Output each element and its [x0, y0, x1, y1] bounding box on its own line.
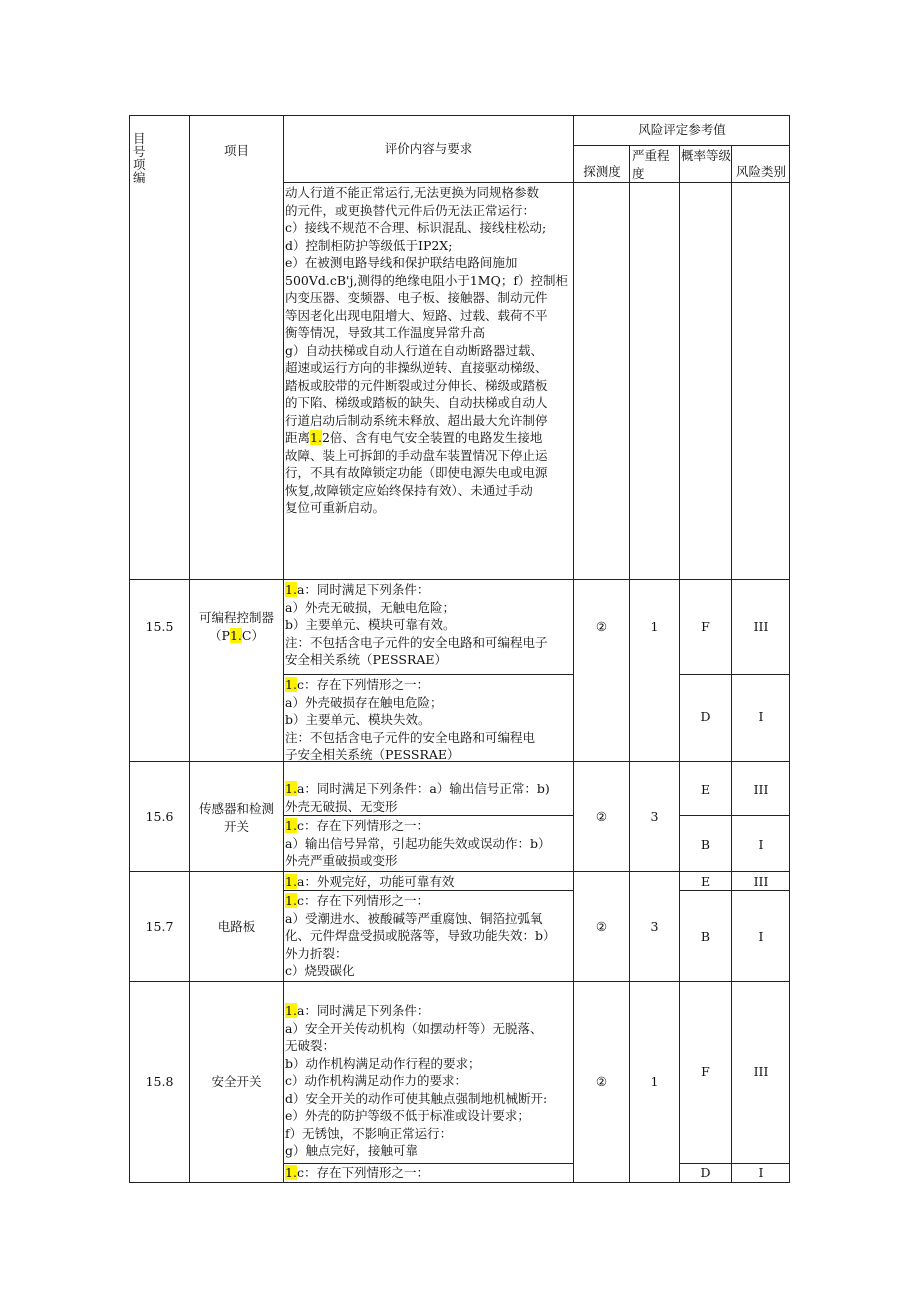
text-line: 动人行道不能正常运行,无法更换为同规格参数: [285, 185, 539, 200]
header-prob: 概率等级: [681, 148, 732, 163]
row-c-text: [285, 892, 573, 980]
text-line: 外壳严重破损或变形: [285, 853, 398, 868]
text-line: c）烧毁碳化: [285, 963, 355, 978]
row-item-line: 开关: [223, 818, 249, 834]
header-severity: 严重程度: [632, 148, 670, 181]
text-line: 外壳无破损、无变形: [285, 798, 398, 814]
highlight-fragment: 1.: [229, 627, 242, 643]
severity-value: 3: [650, 919, 659, 934]
highlight-prefix: 1.: [285, 582, 297, 597]
header-no: 目号项编: [133, 131, 146, 185]
text-line: 化、元件焊盘受损或脱落等，导致功能失效：b）: [285, 928, 556, 943]
text-line: 行道启动后制动系统未释放、超出最大允许制停: [285, 412, 548, 428]
row-no: 15.5: [145, 619, 174, 634]
row-c-text: [285, 1164, 573, 1182]
severity-value: 3: [650, 809, 659, 824]
text-line: c）动作机构满足动作力的要求：: [285, 1073, 468, 1088]
text-line: a）输出信号异常，引起功能失效或误动作：b）: [285, 835, 551, 851]
text-line: f）无锈蚀，不影响正常运行：: [285, 1125, 453, 1141]
row-item-line: 可编程控制器: [198, 610, 274, 625]
severity-value: 1: [650, 1074, 659, 1089]
continuation-text: [285, 184, 573, 517]
text-line: g）自动扶梯或自动人行道在自动断路器过载、: [285, 342, 544, 358]
text-line: 恢复,故障锁定应始终保持有效）、未通过手动: [285, 482, 533, 498]
text-line: a）外壳无破损，无触电危险；: [285, 599, 455, 615]
text-line: b）主要单元、模块可靠有效。: [285, 617, 456, 632]
category-value: III: [753, 619, 769, 634]
text-line: a：同时满足下列条件：: [296, 1003, 430, 1018]
header-item: 项目: [223, 143, 249, 158]
text-line: 安全相关系统（PESSRAE）: [285, 652, 448, 667]
text-line: 等因老化出现电阻增大、短路、过载、载荷不平: [285, 307, 548, 323]
highlight-prefix: 1.: [285, 893, 297, 908]
highlight-fragment: 1.: [310, 430, 322, 445]
prob-value: E: [700, 782, 711, 797]
detect-value: ②: [595, 619, 608, 634]
header-content: 评价内容与要求: [384, 141, 473, 156]
text-line: 无破裂：: [285, 1038, 336, 1053]
text-line: c：存在下列情形之一：: [296, 1165, 429, 1180]
row-item: 安全开关: [211, 1074, 262, 1089]
text-line: 踏板或胶带的元件断裂或过分伸长、梯级或踏板: [285, 377, 548, 393]
header-risk-ref: 风险评定参考值: [638, 122, 726, 137]
row-c-text: [285, 676, 573, 764]
text-line: c：存在下列情形之一：: [296, 893, 429, 908]
row-a-text: [285, 780, 573, 815]
text-line: 内变压器、变频器、电子板、接触器、制动元件: [285, 290, 548, 305]
row-item-line: 传感器和检测: [198, 801, 274, 816]
text-line: c）接线不规范不合理、标识混乱、接线柱松动;: [285, 220, 547, 235]
prob-value: D: [700, 1165, 711, 1180]
row-a-text: [285, 581, 573, 669]
highlight-prefix: 1.: [285, 818, 297, 833]
row-item: [190, 800, 283, 835]
prob-value: B: [700, 837, 711, 852]
text-line: 故障、装上可拆卸的手动盘车装置情况下停止运: [285, 447, 548, 463]
text-line: c：存在下列情形之一：: [296, 818, 429, 833]
prob-value: F: [701, 619, 710, 634]
text-line: a）外壳破损存在触电危险；: [285, 694, 443, 710]
row-a-text: [285, 1002, 573, 1160]
highlight-prefix: 1.: [285, 781, 297, 796]
category-value: I: [758, 709, 764, 724]
prob-value: E: [700, 874, 711, 889]
row-item: 电路板: [217, 919, 256, 934]
highlight-prefix: 1.: [285, 874, 297, 889]
row-item: [190, 609, 283, 644]
row-no: 15.6: [145, 809, 174, 824]
text-line: 子安全相关系统（PESSRAE）: [285, 747, 460, 762]
text-line: e）外壳的防护等级不低于标准或设计要求；: [285, 1108, 530, 1123]
detect-value: ②: [595, 1074, 608, 1089]
text-line: a）受潮进水、被酸碱等严重腐蚀、铜箔拉弧氧: [285, 910, 543, 926]
detect-value: ②: [595, 919, 608, 934]
category-value: I: [758, 1165, 764, 1180]
text-line: d）控制柜防护等级低于IP2X;: [285, 237, 453, 253]
category-value: III: [753, 874, 769, 889]
text-line: 注：不包括含电子元件的安全电路和可编程电子: [285, 634, 548, 650]
row-item-line: （P1.C）: [209, 627, 264, 643]
highlight-prefix: 1.: [285, 677, 297, 692]
text-line: a：同时满足下列条件：: [296, 582, 430, 597]
category-value: III: [753, 782, 769, 797]
text-line: a：同时满足下列条件：a）输出信号正常：b): [296, 781, 550, 796]
highlight-prefix: 1.: [285, 1165, 297, 1180]
header-detect: 探测度: [583, 164, 621, 179]
text-line: 衡等情况，导致其工作温度异常升高: [285, 325, 486, 340]
text-line: g）触点完好，接触可靠: [285, 1143, 419, 1158]
text-line: 距离1.2倍、含有电气安全装置的电路发生接地: [285, 430, 543, 445]
row-no: 15.7: [145, 919, 174, 934]
text-line: 超速或运行方向的非操纵逆转、直接驱动梯级、: [285, 360, 548, 375]
text-line: 的元件，或更换替代元件后仍无法正常运行：: [285, 202, 536, 218]
header-category: 风险类别: [735, 164, 786, 179]
text-line: b）动作机构满足动作行程的要求；: [285, 1055, 481, 1071]
text-line: a）安全开关传动机构（如摆动杆等）无脱落、: [285, 1020, 543, 1036]
row-a-text: [285, 873, 573, 891]
text-line: 注：不包括含电子元件的安全电路和可编程电: [285, 729, 536, 745]
text-line: d）安全开关的动作可使其触点强制地机械断开:: [285, 1090, 548, 1106]
text-line: e）在被测电路导线和保护联结电路间施加: [285, 255, 518, 270]
text-line: 的下陷、梯级或踏板的缺失、自动扶梯或自动人: [285, 395, 548, 410]
category-value: I: [758, 929, 764, 944]
highlight-prefix: 1.: [285, 1003, 297, 1018]
prob-value: B: [700, 929, 711, 944]
category-value: III: [753, 1064, 769, 1079]
category-value: I: [758, 837, 764, 852]
row-no: 15.8: [145, 1074, 174, 1089]
text-line: 500Vd.cB'j,测得的绝缘电阻小于1MQ；f）控制柜: [285, 272, 568, 288]
detect-value: ②: [595, 809, 608, 824]
text-line: 复位可重新启动。: [285, 500, 386, 515]
text-line: 行，不具有故障锁定功能（即使电源失电或电源: [285, 465, 548, 480]
prob-value: D: [700, 709, 711, 724]
text-line: b）主要单元、模块失效。: [285, 712, 431, 727]
text-line: a：外观完好，功能可靠有效: [296, 874, 455, 889]
text-line: c：存在下列情形之一：: [296, 677, 429, 692]
text-line: 外力折裂：: [285, 945, 348, 961]
row-c-text: [285, 817, 573, 870]
severity-value: 1: [650, 619, 659, 634]
prob-value: F: [701, 1064, 710, 1079]
